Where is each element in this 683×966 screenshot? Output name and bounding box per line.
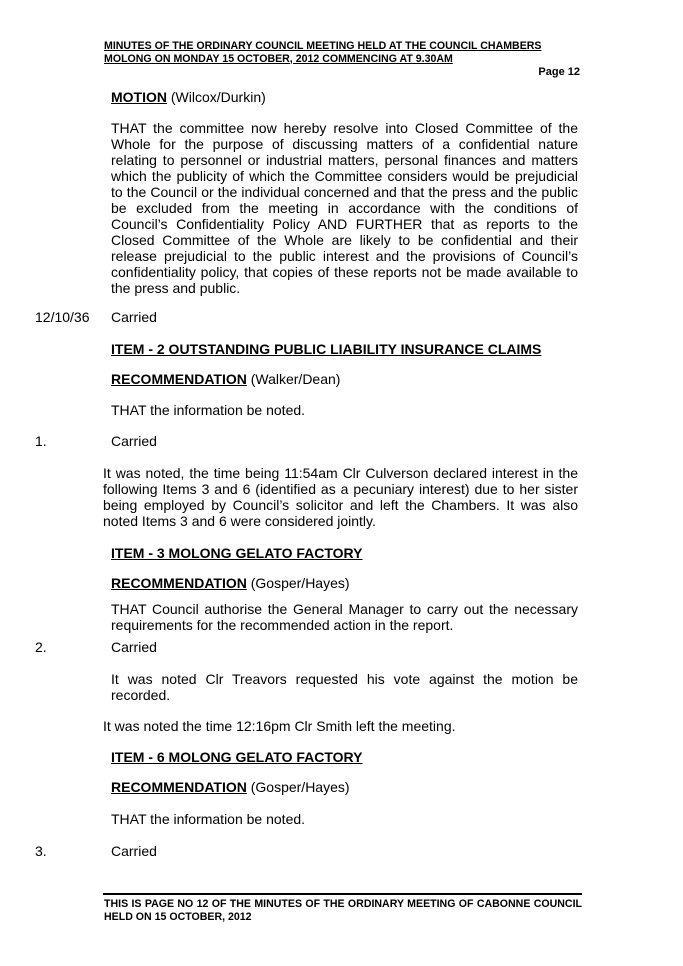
- item-3-note: It was noted Clr Treavors requested his vote against the motion be recorded.: [111, 671, 578, 703]
- item-6-rec-label: RECOMMENDATION: [111, 779, 247, 795]
- item-3-recommendation: [111, 575, 350, 591]
- motion-movers: (Wilcox/Durkin): [167, 89, 266, 105]
- page-footer: THIS IS PAGE NO 12 OF THE MINUTES OF THE ORDINARY MEETING OF CABONNE COUNCIL HELD ON 15 OCTOBER, 2012: [104, 898, 582, 923]
- item-3-number: 2.: [35, 639, 47, 655]
- item-3-rec-label: RECOMMENDATION: [111, 575, 247, 591]
- item-3-title: ITEM - 3 MOLONG GELATO FACTORY: [111, 545, 363, 561]
- item-2-rec-text: THAT the information be noted.: [111, 402, 306, 418]
- item-2-title: ITEM - 2 OUTSTANDING PUBLIC LIABILITY INSURANCE CLAIMS: [111, 341, 542, 357]
- note-interest-declaration: It was noted, the time being 11:54am Clr Culverson declared interest in the following Items 3 and 6 (identified as a pecuniary interest) due to her sister being employed by Council’s solicitor and left the Chambers. It was also noted Items 3 and 6 were considered jointly.: [103, 465, 578, 529]
- note-member-left: It was noted the time 12:16pm Clr Smith left the meeting.: [103, 718, 456, 734]
- item-2-rec-label: RECOMMENDATION: [111, 371, 247, 387]
- motion-result: Carried: [111, 309, 157, 325]
- item-3-rec-movers: (Gosper/Hayes): [246, 575, 350, 591]
- item-3-result: Carried: [111, 639, 157, 655]
- item-6-recommendation: [111, 779, 350, 795]
- item-6-number: 3.: [35, 843, 47, 859]
- item-2-rec-movers: (Walker/Dean): [246, 371, 341, 387]
- item-6-result: Carried: [111, 843, 157, 859]
- item-2-recommendation: [111, 371, 340, 387]
- item-6-title: ITEM - 6 MOLONG GELATO FACTORY: [111, 749, 363, 765]
- item-3-rec-text: THAT Council authorise the General Manager to carry out the necessary requirements for the recommended action in the report.: [111, 601, 578, 633]
- page-number: Page 12: [538, 66, 580, 78]
- footer-rule: [103, 893, 582, 895]
- item-6-rec-text: THAT the information be noted.: [111, 811, 306, 827]
- header-line-1: MINUTES OF THE ORDINARY COUNCIL MEETING HELD AT THE COUNCIL CHAMBERS: [104, 40, 542, 52]
- motion-label: MOTION: [111, 89, 167, 105]
- item-6-rec-movers: (Gosper/Hayes): [246, 779, 350, 795]
- item-2-result: Carried: [111, 433, 157, 449]
- motion-heading: [111, 89, 266, 105]
- motion-number: 12/10/36: [35, 309, 90, 325]
- page-header: [104, 40, 582, 65]
- item-2-number: 1.: [35, 433, 47, 449]
- header-line-2: MOLONG ON MONDAY 15 OCTOBER, 2012 COMMENCING AT 9.30AM: [104, 52, 453, 65]
- motion-text: THAT the committee now hereby resolve into Closed Committee of the Whole for the purpose of discussing matters of a confidential nature relating to personnel or industrial matters, personal finances and matters which the publicity of which the Committee considers would be prejudicial to the Council or the individual concerned and that the press and the public be excluded from the meeting in accordance with the conditions of Council’s Confidentiality Policy AND FURTHER that as reports to the Closed Committee of the Whole are likely to be confidential and their release prejudicial to the public interest and the provisions of Council’s confidentiality policy, that copies of these reports not be made available to the press and public.: [111, 120, 578, 296]
